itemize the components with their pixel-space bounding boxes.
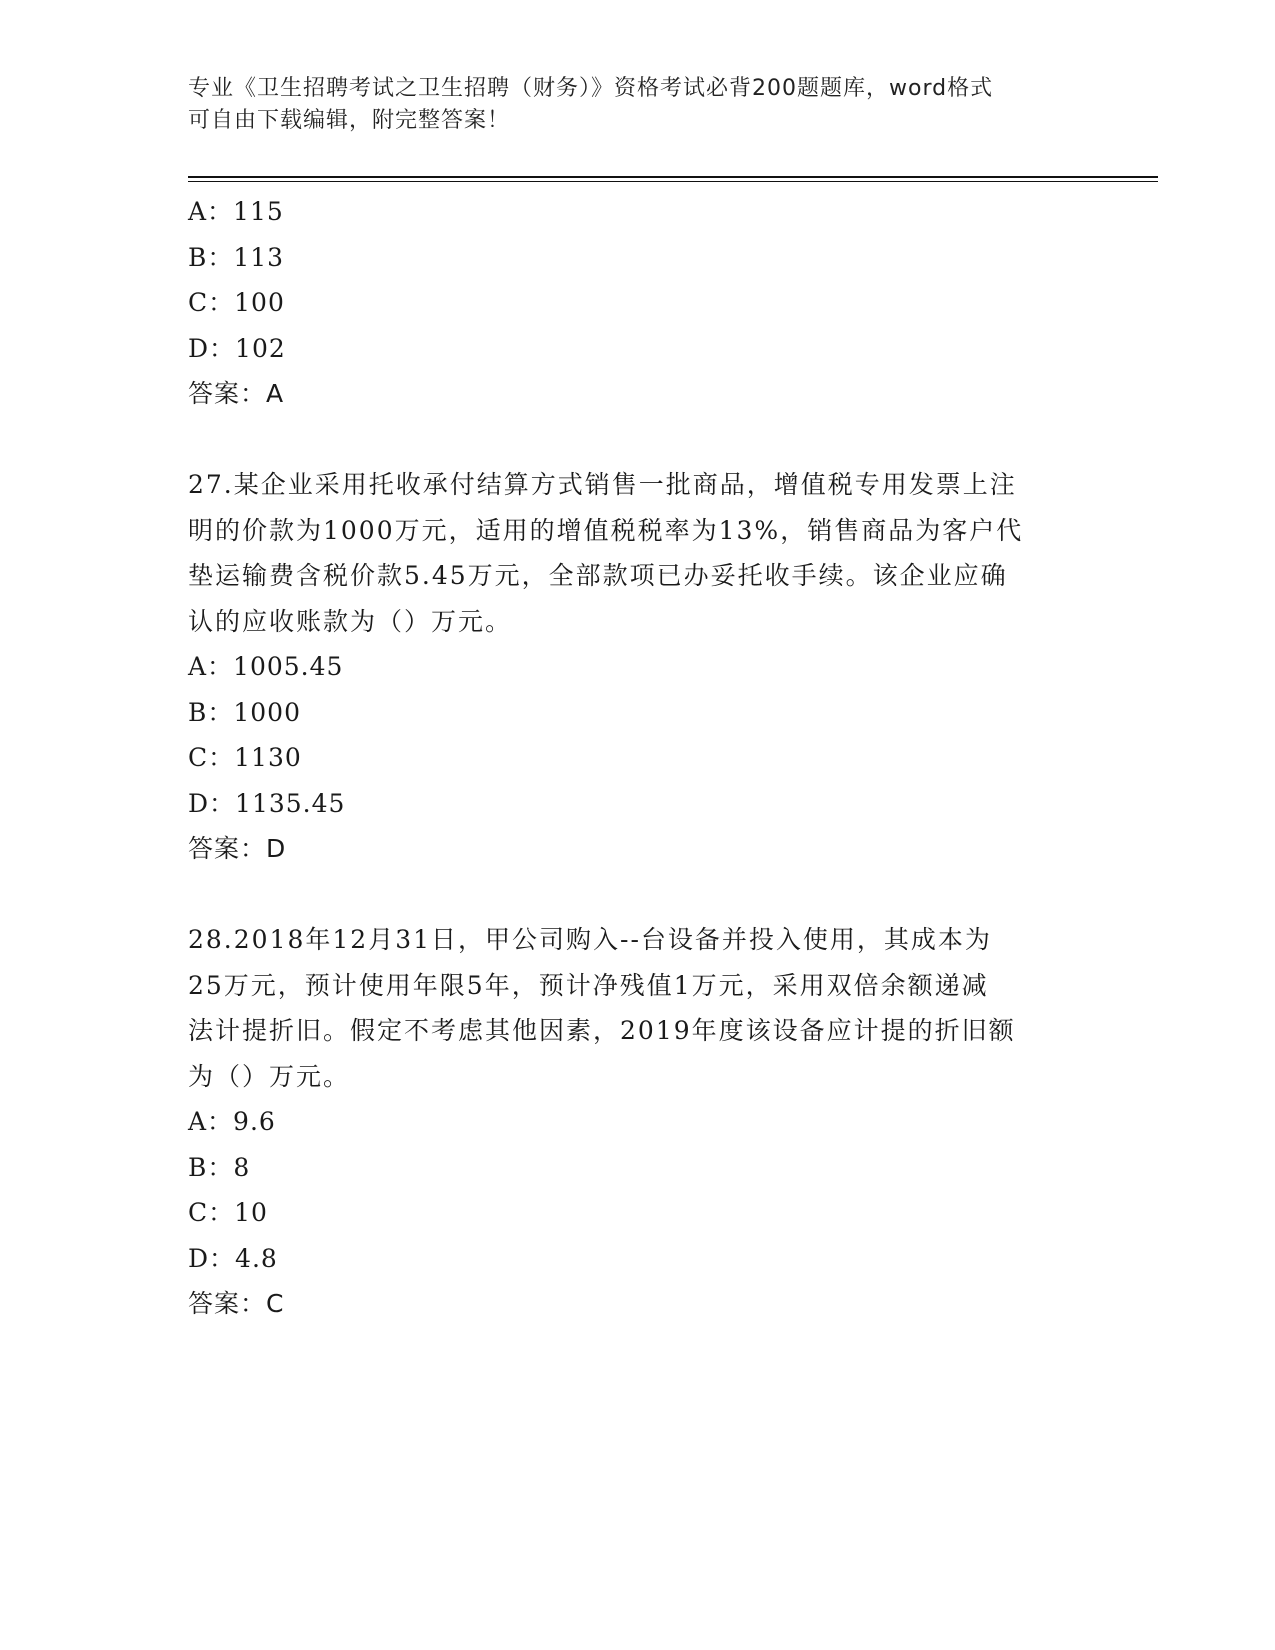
answer-line: 答案：D [188,834,287,863]
header-line: 可自由下载编辑，附完整答案！ [188,108,511,133]
option-c: C：1130 [188,743,302,772]
option-d: D：4.8 [188,1243,278,1273]
stem-line: 认的应收账款为（）万元。 [188,606,513,636]
option-d: D：102 [188,333,286,363]
stem-line: 垫运输费含税价款5.45万元，全部款项已办妥托收手续。该企业应确 [188,561,1008,590]
page-header [188,73,1068,137]
question-stem [188,462,1068,644]
stem-line: 为（）万元。 [188,1061,351,1091]
stem-line: 27.某企业采用托收承付结算方式销售一批商品，增值税专用发票上注 [188,470,1017,499]
option-b: B：1000 [188,697,301,727]
stem-line: 28.2018年12月31日，甲公司购入--台设备并投入使用，其成本为 [188,925,992,954]
question-27 [188,462,1088,872]
answer-line: 答案：A [188,379,285,408]
question-spacer [188,417,1088,463]
stem-line: 明的价款为1000万元，适用的增值税税率为13%，销售商品为客户代 [188,515,1024,545]
option-a: A：1005.45 [188,652,344,681]
question-spacer [188,872,1088,918]
option-b: B：113 [188,242,285,272]
answer-line: 答案：C [188,1289,285,1318]
question-26 [188,189,1088,417]
option-a: A：115 [188,197,284,226]
stem-line: 法计提折旧。假定不考虑其他因素，2019年度该设备应计提的折旧额 [188,1016,1016,1045]
stem-line: 25万元，预计使用年限5年，预计净残值1万元，采用双倍余额递减 [188,970,989,1000]
option-b: B：8 [188,1152,251,1182]
header-divider-thin [188,181,1158,182]
question-28 [188,917,1088,1327]
question-stem [188,917,1068,1099]
question-list [188,189,1088,1327]
option-c: C：100 [188,288,285,317]
header-divider [188,176,1158,178]
option-d: D：1135.45 [188,788,346,818]
option-c: C：10 [188,1198,268,1227]
option-a: A：9.6 [188,1107,276,1136]
header-line: 专业《卫生招聘考试之卫生招聘（财务）》资格考试必背200题题库，word格式 [188,76,994,101]
